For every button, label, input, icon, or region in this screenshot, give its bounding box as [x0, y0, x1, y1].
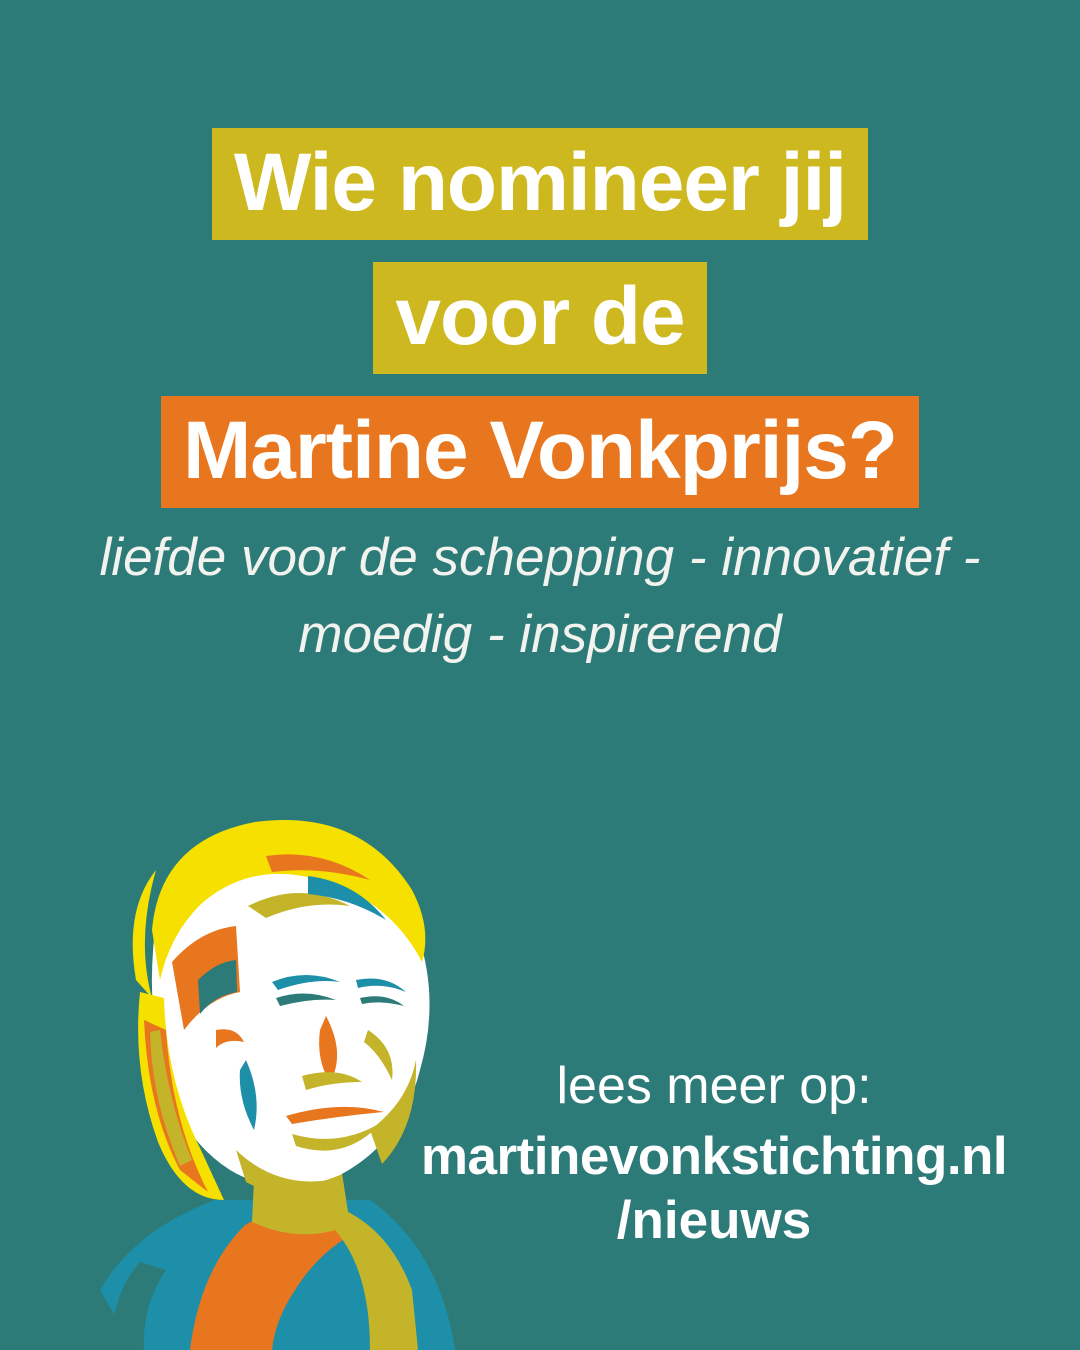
call-to-action [374, 1058, 1054, 1254]
portrait-illustration [40, 730, 560, 1350]
cta-url-line-1[interactable]: martinevonkstichting.nl [420, 1126, 1008, 1186]
headline-block [0, 128, 1080, 508]
cta-lead-text: lees meer op: [556, 1056, 872, 1115]
headline-line-2: voor de [373, 262, 706, 374]
subtitle-text: liefde voor de schepping - innovatief - moedig - inspirerend [99, 528, 981, 664]
headline-line-1: Wie nomineer jij [212, 128, 868, 240]
cta-url-line-2[interactable]: /nieuws [616, 1190, 812, 1250]
headline-line-3: Martine Vonkprijs? [161, 396, 919, 508]
